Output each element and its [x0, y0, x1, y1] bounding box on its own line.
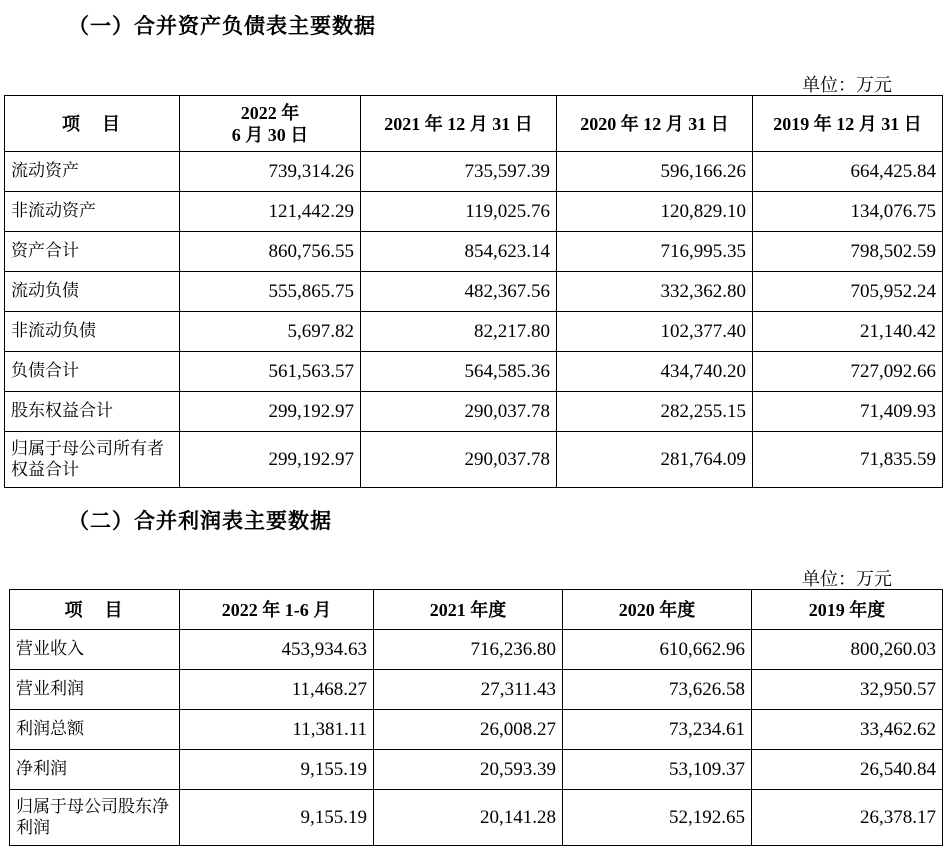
balance-sheet-title: （一）合并资产负债表主要数据 — [68, 14, 376, 38]
header-col-2: 2021 年 12 月 31 日 — [361, 96, 557, 152]
cell-value: 716,236.80 — [374, 630, 563, 670]
table-row — [10, 670, 943, 710]
table-header-row — [10, 590, 943, 630]
cell-value: 102,377.40 — [557, 312, 753, 352]
table-header-row — [5, 96, 943, 152]
cell-value: 564,585.36 — [361, 352, 557, 392]
row-label: 净利润 — [10, 750, 180, 790]
header-col-4: 2019 年 12 月 31 日 — [753, 96, 943, 152]
balance-sheet-table — [4, 95, 943, 488]
header-col-3: 2020 年度 — [563, 590, 752, 630]
cell-value: 5,697.82 — [180, 312, 361, 352]
cell-value: 11,381.11 — [180, 710, 374, 750]
cell-value: 53,109.37 — [563, 750, 752, 790]
cell-value: 705,952.24 — [753, 272, 943, 312]
cell-value: 119,025.76 — [361, 192, 557, 232]
cell-value: 26,540.84 — [752, 750, 943, 790]
cell-value: 71,835.59 — [753, 432, 943, 488]
cell-value: 299,192.97 — [180, 432, 361, 488]
cell-value: 52,192.65 — [563, 790, 752, 846]
cell-value: 739,314.26 — [180, 152, 361, 192]
row-label: 归属于母公司股东净利润 — [10, 790, 180, 846]
row-label: 非流动资产 — [5, 192, 180, 232]
cell-value: 120,829.10 — [557, 192, 753, 232]
cell-value: 798,502.59 — [753, 232, 943, 272]
cell-value: 11,468.27 — [180, 670, 374, 710]
cell-value: 26,378.17 — [752, 790, 943, 846]
row-label: 利润总额 — [10, 710, 180, 750]
cell-value: 860,756.55 — [180, 232, 361, 272]
cell-value: 854,623.14 — [361, 232, 557, 272]
cell-value: 290,037.78 — [361, 432, 557, 488]
table-row — [5, 232, 943, 272]
cell-value: 290,037.78 — [361, 392, 557, 432]
row-label: 资产合计 — [5, 232, 180, 272]
row-label: 流动负债 — [5, 272, 180, 312]
cell-value: 596,166.26 — [557, 152, 753, 192]
cell-value: 727,092.66 — [753, 352, 943, 392]
cell-value: 800,260.03 — [752, 630, 943, 670]
header-item: 项目 — [10, 590, 180, 630]
header-col-3: 2020 年 12 月 31 日 — [557, 96, 753, 152]
table-row — [5, 272, 943, 312]
header-col-2: 2021 年度 — [374, 590, 563, 630]
row-label: 营业收入 — [10, 630, 180, 670]
cell-value: 555,865.75 — [180, 272, 361, 312]
cell-value: 282,255.15 — [557, 392, 753, 432]
cell-value: 332,362.80 — [557, 272, 753, 312]
cell-value: 610,662.96 — [563, 630, 752, 670]
header-col-4: 2019 年度 — [752, 590, 943, 630]
table-row — [5, 152, 943, 192]
cell-value: 9,155.19 — [180, 790, 374, 846]
cell-value: 71,409.93 — [753, 392, 943, 432]
cell-value: 21,140.42 — [753, 312, 943, 352]
cell-value: 121,442.29 — [180, 192, 361, 232]
cell-value: 453,934.63 — [180, 630, 374, 670]
cell-value: 20,141.28 — [374, 790, 563, 846]
cell-value: 20,593.39 — [374, 750, 563, 790]
cell-value: 134,076.75 — [753, 192, 943, 232]
cell-value: 32,950.57 — [752, 670, 943, 710]
cell-value: 561,563.57 — [180, 352, 361, 392]
income-statement-unit: 单位：万元 — [802, 569, 892, 590]
table-row — [10, 750, 943, 790]
cell-value: 482,367.56 — [361, 272, 557, 312]
cell-value: 735,597.39 — [361, 152, 557, 192]
income-statement-title: （二）合并利润表主要数据 — [68, 509, 332, 533]
table-row — [5, 192, 943, 232]
cell-value: 26,008.27 — [374, 710, 563, 750]
header-col-1: 2022 年 6 月 30 日 — [180, 96, 361, 152]
row-label: 归属于母公司所有者权益合计 — [5, 432, 180, 488]
income-statement-table — [9, 589, 943, 846]
row-label: 流动资产 — [5, 152, 180, 192]
header-col-1: 2022 年 1-6 月 — [180, 590, 374, 630]
cell-value: 27,311.43 — [374, 670, 563, 710]
row-label: 非流动负债 — [5, 312, 180, 352]
header-item: 项目 — [5, 96, 180, 152]
cell-value: 716,995.35 — [557, 232, 753, 272]
table-row — [5, 392, 943, 432]
cell-value: 281,764.09 — [557, 432, 753, 488]
cell-value: 434,740.20 — [557, 352, 753, 392]
table-row — [10, 630, 943, 670]
cell-value: 299,192.97 — [180, 392, 361, 432]
table-row — [10, 790, 943, 846]
cell-value: 33,462.62 — [752, 710, 943, 750]
table-row — [10, 710, 943, 750]
cell-value: 82,217.80 — [361, 312, 557, 352]
balance-sheet-unit: 单位：万元 — [802, 75, 892, 96]
cell-value: 73,626.58 — [563, 670, 752, 710]
cell-value: 664,425.84 — [753, 152, 943, 192]
table-row — [5, 352, 943, 392]
row-label: 负债合计 — [5, 352, 180, 392]
cell-value: 73,234.61 — [563, 710, 752, 750]
table-row — [5, 432, 943, 488]
cell-value: 9,155.19 — [180, 750, 374, 790]
row-label: 营业利润 — [10, 670, 180, 710]
row-label: 股东权益合计 — [5, 392, 180, 432]
table-row — [5, 312, 943, 352]
